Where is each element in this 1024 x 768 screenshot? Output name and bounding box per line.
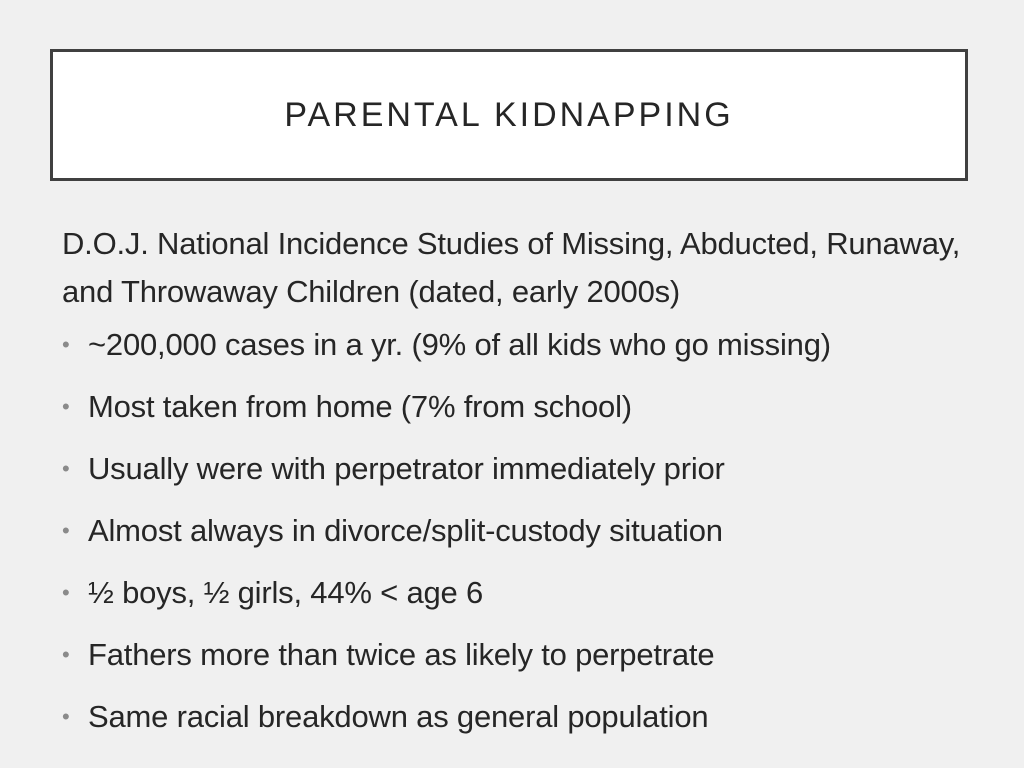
bullet-icon: • [62, 456, 70, 481]
title-box [50, 49, 968, 181]
bullet-item [62, 511, 972, 573]
bullet-icon: • [62, 518, 70, 543]
bullet-text: Almost always in divorce/split-custody situation [88, 513, 723, 548]
bullet-item [62, 697, 972, 759]
bullet-list [62, 325, 972, 759]
bullet-item [62, 387, 972, 449]
bullet-icon: • [62, 642, 70, 667]
bullet-icon: • [62, 704, 70, 729]
bullet-item [62, 573, 972, 635]
bullet-icon: • [62, 332, 70, 357]
bullet-text: Fathers more than twice as likely to perpetrate [88, 637, 715, 672]
bullet-item [62, 325, 972, 387]
bullet-item [62, 635, 972, 697]
bullet-text: Same racial breakdown as general population [88, 699, 709, 734]
bullet-item [62, 449, 972, 511]
intro-text: D.O.J. National Incidence Studies of Missing, Abducted, Runaway, and Throwaway Children (dated, early 2000s) [62, 226, 961, 309]
bullet-text: ½ boys, ½ girls, 44% < age 6 [88, 575, 484, 610]
bullet-text: ~200,000 cases in a yr. (9% of all kids who go missing) [88, 327, 831, 362]
slide-title: PARENTAL KIDNAPPING [284, 95, 734, 134]
slide-content [62, 220, 972, 759]
bullet-icon: • [62, 394, 70, 419]
bullet-icon: • [62, 580, 70, 605]
bullet-text: Most taken from home (7% from school) [88, 389, 632, 424]
bullet-text: Usually were with perpetrator immediately prior [88, 451, 725, 486]
